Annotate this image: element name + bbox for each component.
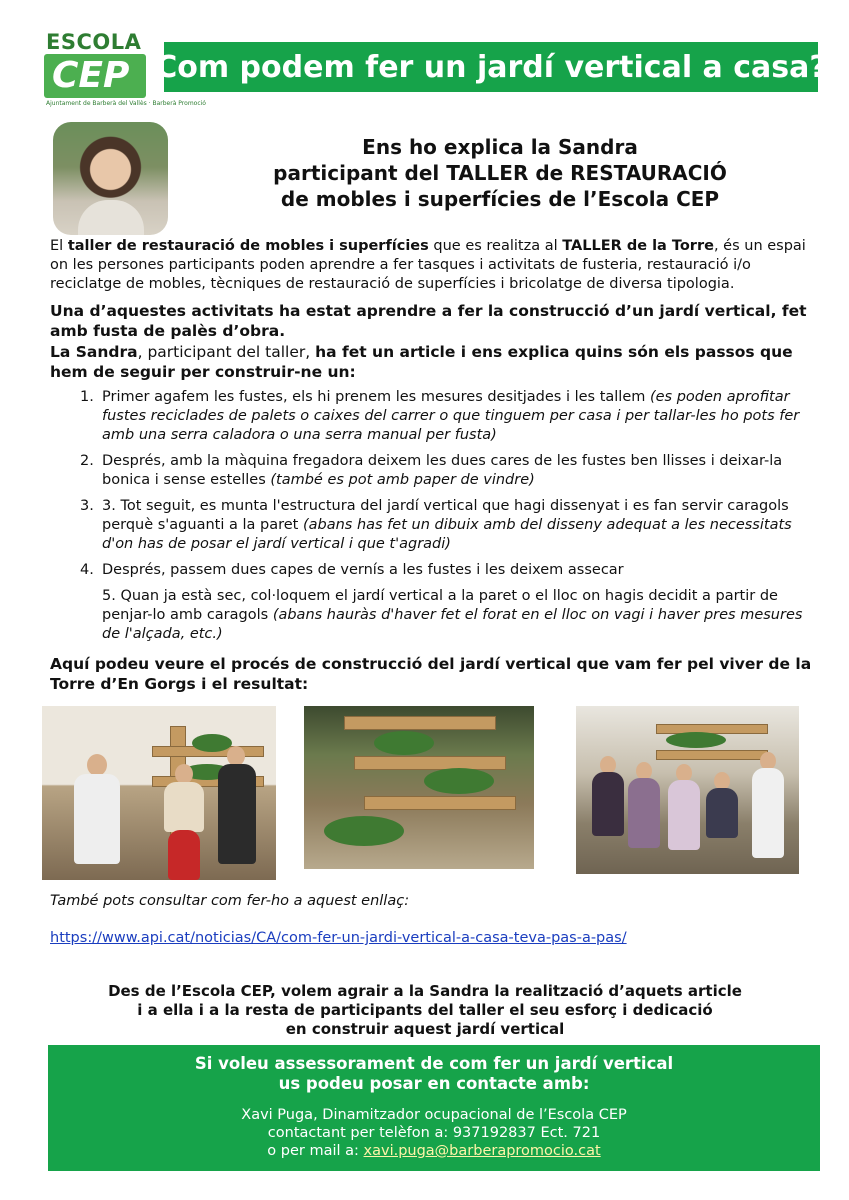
photo-group-result bbox=[576, 706, 799, 874]
photo-person bbox=[752, 768, 784, 858]
contact-email-line bbox=[48, 1142, 820, 1160]
photo-person bbox=[74, 774, 120, 864]
photo-person bbox=[668, 780, 700, 850]
intro-text-e: , és un espai on les persones participants poden aprendre a fer tasques i activitats de fusteria, restauració i/o reciclatge de mobles, tècniques de restauració de superfícies i bricolatge de diversa tipologia. bbox=[50, 238, 806, 292]
photo-plank bbox=[364, 796, 516, 810]
contact-heading-line-1: Si voleu assessorament de com fer un jardí vertical bbox=[194, 1054, 674, 1073]
photo-person-legs bbox=[168, 830, 200, 880]
step-text: Després, passem dues capes de vernís a les fustes i les deixem assecar bbox=[102, 562, 624, 578]
step-body bbox=[102, 587, 822, 644]
photo-plank bbox=[344, 716, 496, 730]
logo-green-box bbox=[44, 54, 146, 98]
sandra-text-c: ha fet un article i ens explica quins són els passos que hem de seguir per construir-ne un: bbox=[50, 343, 793, 381]
step-body bbox=[102, 561, 822, 580]
photo-plants bbox=[666, 732, 726, 748]
step-body bbox=[102, 452, 822, 490]
photo-plants bbox=[192, 734, 232, 752]
subtitle bbox=[190, 134, 810, 212]
step-number: 4. bbox=[80, 562, 94, 578]
photo-plants bbox=[324, 816, 404, 846]
portrait-shirt bbox=[78, 200, 144, 235]
photo-person bbox=[218, 764, 256, 864]
intro-text-c: que es realitza al bbox=[428, 238, 563, 254]
sandra-portrait-photo bbox=[53, 122, 168, 235]
contact-phone: contactant per telèfon a: 937192837 Ect. 721 bbox=[267, 1125, 601, 1141]
step-number: 1. bbox=[80, 389, 94, 405]
step-note: (abans hauràs d'haver fet el forat en el lloc on vagi i haver pres mesures de l'alçada, etc.) bbox=[102, 607, 803, 642]
article-link[interactable]: https://www.api.cat/noticias/CA/com-fer-un-jardi-vertical-a-casa-teva-pas-a-pas/ bbox=[50, 930, 627, 946]
list-item bbox=[80, 561, 822, 580]
intro-bold-taller-torre: TALLER de la Torre bbox=[562, 238, 714, 254]
photo-person-head bbox=[87, 754, 107, 776]
step-note: (es poden aprofitar fustes reciclades de palets o caixes del carrer o que tinguem per casa i per tallar-les ho pots fer amb una serra caladora o una serra manual per fusta) bbox=[102, 389, 800, 443]
contact-heading-line-2: us podeu posar en contacte amb: bbox=[278, 1074, 590, 1093]
thanks-line-3: en construir aquest jardí vertical bbox=[285, 1020, 565, 1038]
logo-footer-text: Ajuntament de Barberà del Vallès · Barberà Promoció bbox=[46, 100, 206, 107]
escola-cep-logo bbox=[42, 30, 206, 114]
page-title: Com podem fer un jardí vertical a casa? bbox=[164, 42, 818, 92]
photo-plants bbox=[374, 731, 434, 755]
activity-paragraph: Una d’aquestes activitats ha estat aprendre a fer la construcció d’un jardí vertical, fet amb fusta de palès d’obra. bbox=[50, 302, 807, 340]
contact-email-prefix: o per mail a: bbox=[267, 1143, 364, 1159]
photo-plank bbox=[354, 756, 506, 770]
intro-bold-workshop: taller de restauració de mobles i superfícies bbox=[67, 238, 429, 254]
step-text: 3. Tot seguit, es munta l'estructura del jardí vertical que hagi dissenyat i es fan servir caragols perquè s'aguanti a la paret bbox=[102, 498, 789, 533]
step-text: 5. Quan ja està sec, col·loquem el jardí vertical a la paret o el lloc on hagis decidit a partir de penjar-lo amb caragols bbox=[102, 588, 778, 623]
step-body bbox=[102, 388, 822, 445]
thanks-line-1: Des de l’Escola CEP, volem agrair a la Sandra la realització d’aquets article bbox=[108, 982, 742, 1000]
sandra-name: La Sandra bbox=[50, 343, 138, 361]
thanks-line-2: i a ella i a la resta de participants del taller el seu esforç i dedicació bbox=[137, 1001, 713, 1019]
photo-vertical-garden-closeup bbox=[304, 706, 534, 869]
list-item bbox=[80, 497, 822, 554]
thanks-paragraph bbox=[60, 982, 790, 1039]
photo-person-head bbox=[227, 746, 245, 766]
photo-plank bbox=[656, 750, 768, 760]
photo-person-head bbox=[175, 764, 193, 784]
steps-list bbox=[80, 388, 822, 651]
photo-person bbox=[706, 788, 738, 838]
step-note: (abans has fet un dibuix amb del disseny adequat a les necessitats d'on has de posar el jardí vertical i que t'agradi) bbox=[102, 517, 792, 552]
link-intro-text: També pots consultar com fer-ho a aquest enllaç: bbox=[50, 893, 410, 909]
contact-details bbox=[48, 1106, 820, 1160]
intro-text-a: El bbox=[50, 238, 68, 254]
list-item bbox=[80, 388, 822, 445]
subtitle-line-3: de mobles i superfícies de l’Escola CEP bbox=[280, 187, 720, 211]
step-text: Després, amb la màquina fregadora deixem les dues cares de les fustes ben llisses i deixar-la bonica i sense estelles bbox=[102, 453, 783, 488]
sandra-text-b: , participant del taller, bbox=[137, 343, 316, 361]
contact-box bbox=[48, 1045, 820, 1171]
logo-text-escola: ESCOLA bbox=[46, 30, 142, 54]
gallery-heading: Aquí podeu veure el procés de construcció del jardí vertical que vam fer pel viver de la Torre d’En Gorgs i el resultat: bbox=[50, 655, 812, 693]
step-note: (també es pot amb paper de vindre) bbox=[270, 472, 535, 488]
contact-email-link[interactable]: xavi.puga@barberapromocio.cat bbox=[363, 1143, 601, 1159]
step-text: Primer agafem les fustes, els hi prenem les mesures desitjades i les tallem bbox=[102, 389, 650, 405]
contact-name-role: Xavi Puga, Dinamitzador ocupacional de l’Escola CEP bbox=[241, 1107, 627, 1123]
logo-text-cep: CEP bbox=[52, 55, 130, 96]
step-body bbox=[102, 497, 822, 554]
step-number: 3. bbox=[80, 498, 94, 514]
photo-group-with-garden bbox=[42, 706, 276, 880]
subtitle-line-1: Ens ho explica la Sandra bbox=[362, 135, 638, 159]
step-number bbox=[80, 587, 102, 644]
sandra-paragraph bbox=[50, 342, 822, 382]
list-item bbox=[80, 587, 822, 644]
list-item bbox=[80, 452, 822, 490]
photo-person bbox=[164, 782, 204, 832]
step-number: 2. bbox=[80, 453, 94, 469]
intro-paragraph bbox=[50, 237, 822, 294]
photo-plants bbox=[424, 768, 494, 794]
photo-person bbox=[592, 772, 624, 836]
subtitle-line-2: participant del TALLER de RESTAURACIÓ bbox=[273, 161, 727, 185]
contact-heading bbox=[48, 1054, 820, 1094]
photo-person bbox=[628, 778, 660, 848]
